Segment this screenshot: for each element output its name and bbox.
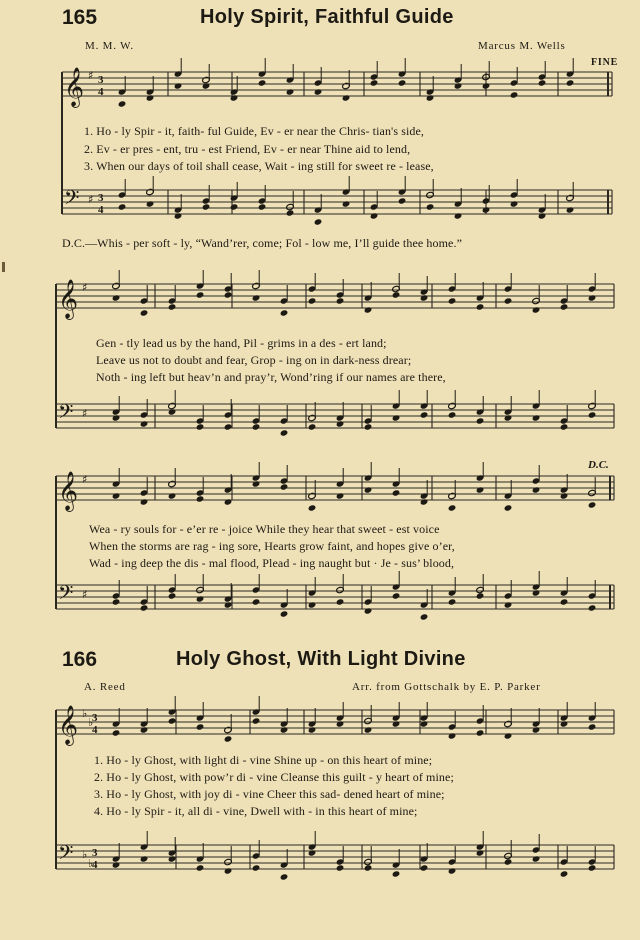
note-head [112,294,121,301]
note-head [420,498,429,505]
hymn-number: 166 [62,648,98,671]
note-head [252,423,261,430]
note-head [566,79,575,86]
note-head [196,723,205,730]
note-head [336,492,345,499]
note-head [308,601,317,608]
note-head [588,501,597,508]
note-head [308,726,317,733]
dc-lyric-line: D.C.—Whis - per soft - ly, “Wand’rer, come; Fol - low me, I’ll guide thee home.” [62,236,462,250]
note-head [392,489,401,496]
note-head [588,604,597,611]
treble-clef-icon: 𝄞 [64,67,85,107]
note-head [560,870,569,877]
note-head [118,203,127,210]
note-head [560,720,569,727]
note-head [476,849,485,856]
note-head [364,486,373,493]
lyric-line: When the storms are rag - ing sore, Hearts grow faint, and hopes give o’er, [89,539,455,553]
note-head [140,855,149,862]
lyric-line: 1. Ho - ly Ghost, with light di - vine Shine up - on this heart of mine; [94,753,433,767]
key-signature-icon: ♯ [82,407,88,420]
note-head [532,589,541,596]
note-head [168,855,177,862]
note-head [196,423,205,430]
time-signature: 3 [98,192,104,204]
lyric-line: 2. Ev - er pres - ent, tru - est Friend, Ev - er near Thine aid to lend, [84,142,411,156]
time-signature: 3 [98,74,104,86]
note-head [454,82,463,89]
note-head [308,504,317,511]
note-head [566,206,575,213]
note-head [280,429,289,436]
note-head [196,864,205,871]
time-signature: 4 [98,86,104,98]
lyric-line: Wad - ing deep the dis - mal flood, Plead - ing naught but · Je - sus’ blood, [89,556,455,570]
note-head [280,610,289,617]
note-head [504,601,513,608]
note-head [392,414,401,421]
note-head [252,598,261,605]
music-credit: Arr. from Gottschalk by E. P. Parker [352,681,541,693]
note-head [364,726,373,733]
note-head [168,408,177,415]
note-head [118,100,127,107]
note-head [336,297,345,304]
note-head [308,423,317,430]
note-head [454,212,463,219]
note-head [174,212,183,219]
note-head [426,203,435,210]
hymn-number: 165 [62,6,98,29]
note-head [560,423,569,430]
note-head [224,867,233,874]
note-head [336,598,345,605]
note-head [342,94,351,101]
note-head [448,867,457,874]
note-head [252,480,261,487]
bass-clef-icon: 𝄢 [58,581,74,609]
bass-clef-icon: 𝄢 [58,841,74,869]
note-head [252,717,261,724]
note-head [168,717,177,724]
lyric-line: 4. Ho - ly Spir - it, all di - vine, Dwell with - in this heart of mine; [94,804,418,818]
note-head [364,423,373,430]
note-head [336,864,345,871]
note-head [370,79,379,86]
note-head [196,291,205,298]
note-head [560,598,569,605]
note-head [448,598,457,605]
note-head [532,486,541,493]
note-head [504,504,513,511]
key-signature-icon: ♯ [88,193,94,206]
key-signature-icon: ♭ [88,857,94,870]
bass-clef-icon: 𝄢 [58,400,74,428]
note-head [168,592,177,599]
note-head [140,498,149,505]
note-head [140,604,149,611]
note-head [532,414,541,421]
time-signature: 4 [98,204,104,216]
note-head [224,601,233,608]
words-credit: M. M. W. [85,40,134,52]
note-head [168,492,177,499]
note-head [224,423,233,430]
note-head [510,91,519,98]
key-signature-icon: ♭ [88,716,94,729]
note-head [258,203,267,210]
lyric-line: Gen - tly lead us by the hand, Pil - grims in a des - ert land; [96,336,387,350]
note-head [420,864,429,871]
note-head [314,88,323,95]
note-head [224,291,233,298]
time-signature: 4 [92,724,98,736]
key-signature-icon: ♯ [88,69,94,82]
note-head [504,858,513,865]
note-head [448,411,457,418]
note-head [224,735,233,742]
note-head [504,732,513,739]
fine-marker: FINE [591,57,619,68]
note-head [398,79,407,86]
note-head [560,492,569,499]
note-head [448,297,457,304]
note-head [146,94,155,101]
note-head [174,82,183,89]
note-head [258,79,267,86]
note-head [510,200,519,207]
note-head [364,607,373,614]
note-head [112,492,121,499]
time-signature: 3 [92,712,98,724]
note-head [146,200,155,207]
note-head [476,486,485,493]
key-signature-icon: ♯ [82,473,88,486]
note-head [504,297,513,304]
note-head [286,209,295,216]
note-head [280,483,289,490]
note-head [532,855,541,862]
lyric-line: 2. Ho - ly Ghost, with pow’r di - vine Cleanse this guilt - y heart of mine; [94,770,454,784]
note-head [308,297,317,304]
note-head [476,592,485,599]
note-head [308,849,317,856]
lyric-line: Noth - ing left but heav’n and pray’r, Wond’ring if our names are there, [96,370,446,384]
note-head [420,294,429,301]
words-credit: A. Reed [84,681,126,693]
time-signature: 3 [92,847,98,859]
note-head [476,729,485,736]
note-head [560,303,569,310]
note-head [112,861,121,868]
note-head [538,212,547,219]
note-head [140,309,149,316]
note-head [230,203,239,210]
lyric-line: Wea - ry souls for - e’er re - joice While they hear that sweet - est voice [89,522,440,536]
note-head [314,218,323,225]
treble-clef-icon: 𝄞 [58,471,79,511]
key-signature-icon: ♭ [82,848,88,861]
note-head [504,414,513,421]
note-head [252,294,261,301]
note-head [588,864,597,871]
note-head [196,595,205,602]
note-head [286,88,295,95]
note-head [230,94,239,101]
note-head [370,212,379,219]
hymn-title: Holy Spirit, Faithful Guide [200,6,454,28]
note-head [398,197,407,204]
key-signature-icon: ♭ [82,707,88,720]
note-head [112,729,121,736]
note-head [196,495,205,502]
treble-clef-icon: 𝄞 [58,279,79,319]
note-head [448,732,457,739]
note-head [420,613,429,620]
lyric-line: 3. Ho - ly Ghost, with joy di - vine Cheer this sad- dened heart of mine; [94,787,445,801]
time-signature: 4 [92,859,98,871]
key-signature-icon: ♯ [82,588,88,601]
note-head [336,420,345,427]
hymn-title: Holy Ghost, With Light Divine [176,648,466,670]
note-head [202,82,211,89]
note-head [364,306,373,313]
note-head [420,411,429,418]
note-head [482,206,491,213]
note-head [280,309,289,316]
note-head [252,864,261,871]
note-head [532,306,541,313]
note-head [392,592,401,599]
bass-clef-icon: 𝄢 [64,186,80,214]
note-head [112,598,121,605]
note-head [224,498,233,505]
note-head [588,411,597,418]
note-head [588,723,597,730]
note-head [448,504,457,511]
note-head [588,294,597,301]
note-head [336,720,345,727]
note-head [476,417,485,424]
note-head [280,726,289,733]
note-head [280,873,289,880]
key-signature-icon: ♯ [82,281,88,294]
note-head [168,303,177,310]
note-head [140,726,149,733]
note-head [364,864,373,871]
note-head [392,720,401,727]
dc-marker: D.C. [588,459,609,471]
note-head [538,79,547,86]
lyric-line: Leave us not to doubt and fear, Grop - ing on in dark-ness drear; [96,353,412,367]
note-head [140,420,149,427]
treble-clef-icon: 𝄞 [58,705,79,745]
note-head [392,291,401,298]
note-head [482,82,491,89]
note-head [202,203,211,210]
note-head [532,726,541,733]
note-head [112,414,121,421]
note-head [476,303,485,310]
note-head [426,94,435,101]
music-credit: Marcus M. Wells [478,40,566,52]
note-head [342,200,351,207]
note-head [392,870,401,877]
lyric-line: 3. When our days of toil shall cease, Wait - ing still for sweet re - lease, [84,159,434,173]
lyric-line: 1. Ho - ly Spir - it, faith- ful Guide, Ev - er near the Chris- tian's side, [84,124,425,138]
note-head [420,720,429,727]
